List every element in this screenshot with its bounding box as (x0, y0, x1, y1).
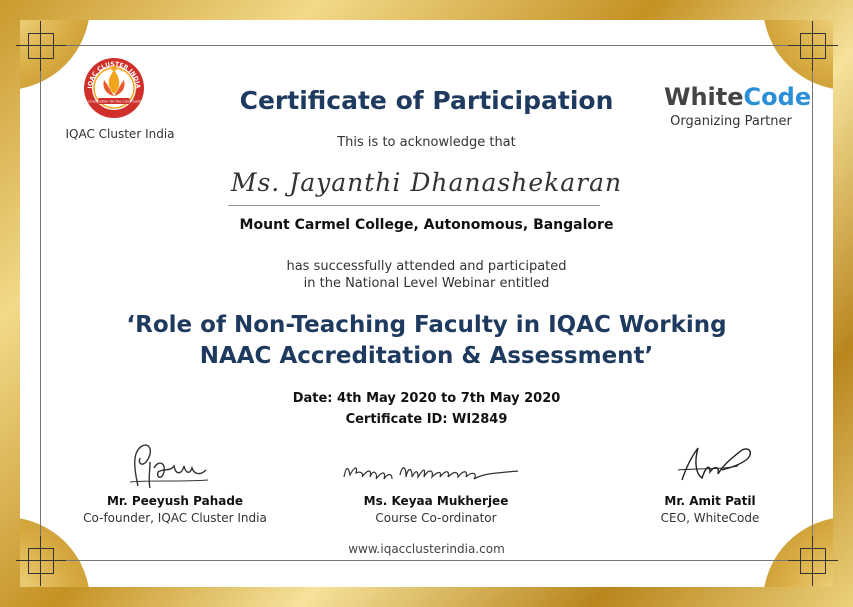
signatory-role: Course Co-ordinator (375, 511, 497, 525)
signatory-name: Mr. Peeyush Pahade (106, 494, 244, 508)
iqac-cluster-caption: IQAC Cluster India (65, 127, 175, 141)
attendance-line-1: has successfully attended and participated (286, 259, 567, 274)
guide-line-top (28, 45, 825, 46)
signatory-role: Co-founder, IQAC Cluster India (83, 511, 267, 525)
certificate-id: Certificate ID: WI2849 (345, 412, 508, 427)
signatory-block-1 (58, 494, 292, 525)
corner-mark-top-left (28, 33, 54, 59)
logo-inner-text: Accreditation for the Community (85, 99, 143, 104)
webinar-title-line-2: NAAC Accreditation & Assessment’ (199, 343, 654, 369)
signatory-block-2 (322, 494, 550, 525)
corner-mark-top-right (800, 33, 826, 59)
webinar-date: Date: 4th May 2020 to 7th May 2020 (292, 391, 561, 406)
webinar-title-line-1: ‘Role of Non-Teaching Faculty in IQAC Working (126, 312, 727, 338)
organizing-partner-caption: Organizing Partner (670, 114, 792, 129)
acknowledge-text: This is to acknowledge that (337, 135, 516, 150)
signature-keyaa-mukherjee (338, 455, 526, 489)
webinar-title (0, 310, 853, 372)
institution-name: Mount Carmel College, Autonomous, Bangalore (239, 217, 614, 233)
recipient-name: Ms. Jayanthi Dhanashekaran (230, 168, 623, 197)
signatory-role: CEO, WhiteCode (660, 511, 760, 525)
whitecode-logo-code: Code (743, 83, 812, 111)
attendance-statement (0, 258, 853, 292)
whitecode-logo-white: White (664, 83, 744, 111)
certificate-title: Certificate of Participation (239, 86, 614, 115)
signatory-block-3 (622, 494, 798, 525)
signature-amit-patil (668, 440, 758, 488)
website-url: www.iqacclusterindia.com (348, 542, 505, 556)
signature-peeyush-pahade (120, 438, 212, 494)
attendance-line-2: in the National Level Webinar entitled (303, 276, 550, 291)
signatory-name: Ms. Keyaa Mukherjee (363, 494, 509, 508)
signatory-name: Mr. Amit Patil (664, 494, 756, 508)
logo-ring-text: IQAC CLUSTER INDIA (86, 60, 142, 89)
recipient-name-underline (228, 205, 600, 206)
guide-line-bottom (28, 560, 825, 561)
